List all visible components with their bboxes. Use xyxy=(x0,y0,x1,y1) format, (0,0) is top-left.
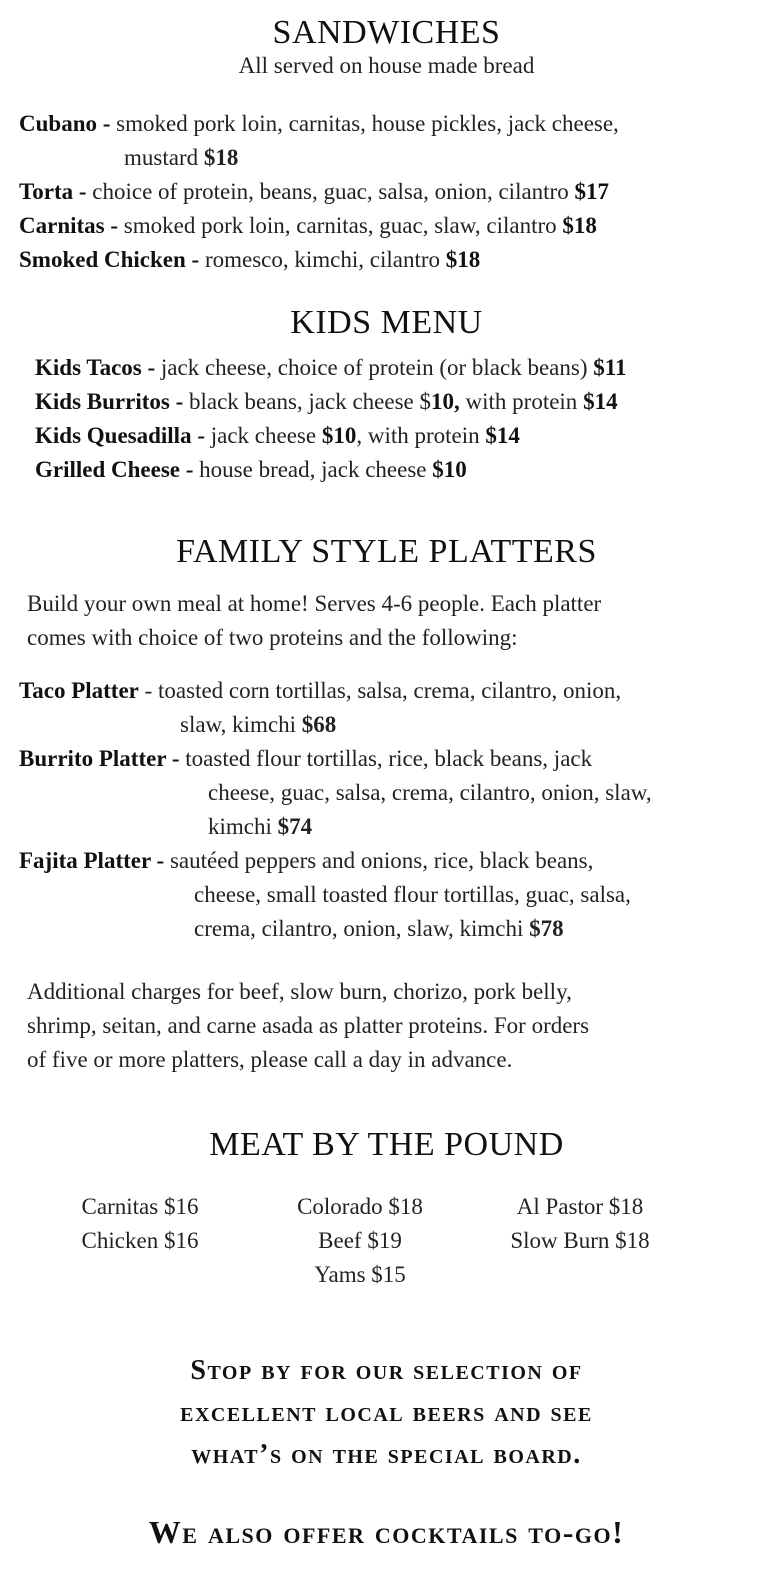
menu-item-kids-tacos xyxy=(35,351,626,385)
item-name: Fajita Platter - xyxy=(19,848,165,873)
meat-item: Beef $19 xyxy=(318,1228,402,1253)
item-price: 10, xyxy=(431,389,460,414)
item-desc: house bread, jack cheese xyxy=(193,457,433,482)
menu-item-kids-burritos xyxy=(35,385,618,419)
item-name: Cubano - xyxy=(19,111,111,136)
menu-item-smoked-chicken xyxy=(19,243,480,277)
menu-item-cubano-cont xyxy=(124,141,238,175)
cocktails-note: We also offer cocktails to-go! xyxy=(148,1514,625,1550)
item-desc: crema, cilantro, onion, slaw, kimchi xyxy=(194,916,530,941)
item-name: Kids Burritos - xyxy=(35,389,184,414)
sandwiches-subtitle: All served on house made bread xyxy=(238,53,535,78)
platters-intro xyxy=(27,587,747,655)
item-name: Smoked Chicken - xyxy=(19,247,200,272)
intro-line: Build your own meal at home! Serves 4-6 people. Each platter xyxy=(27,591,602,616)
sandwiches-heading: SANDWICHES xyxy=(272,14,501,51)
meat-item: Yams $15 xyxy=(314,1262,406,1287)
item-desc: choice of protein, beans, guac, salsa, onion, cilantro xyxy=(86,179,575,204)
beer-note xyxy=(0,1350,773,1476)
item-desc: cheese, guac, salsa, crema, cilantro, onion, slaw, xyxy=(208,780,652,805)
platters-heading: FAMILY STYLE PLATTERS xyxy=(176,533,597,570)
item-name: Kids Quesadilla - xyxy=(35,423,205,448)
meat-column-1 xyxy=(40,1190,240,1258)
item-name: Kids Tacos - xyxy=(35,355,156,380)
item-price: $78 xyxy=(529,916,564,941)
item-price: $18 xyxy=(445,247,481,272)
item-desc: sautéed peppers and onions, rice, black beans, xyxy=(164,848,594,873)
item-price: $10 xyxy=(432,457,467,482)
beer-note-line: excellent local beers and see xyxy=(180,1397,593,1428)
item-price: $74 xyxy=(277,814,313,839)
item-desc: kimchi xyxy=(208,814,278,839)
meat-item: Carnitas $16 xyxy=(81,1194,199,1219)
item-name: Grilled Cheese - xyxy=(35,457,194,482)
item-price: $10 xyxy=(321,423,357,448)
item-desc: jack cheese, choice of protein (or black beans) xyxy=(155,355,594,380)
meat-column-3 xyxy=(480,1190,680,1258)
item-price: $18 xyxy=(203,145,239,170)
note-line: Additional charges for beef, slow burn, chorizo, pork belly, xyxy=(27,979,572,1004)
item-desc: with protein xyxy=(459,389,584,414)
item-desc: romesco, kimchi, cilantro xyxy=(199,247,446,272)
menu-item-grilled-cheese xyxy=(35,453,467,487)
menu-item-burrito-platter-cont xyxy=(208,810,312,844)
item-desc: , with protein xyxy=(356,423,486,448)
item-price: $14 xyxy=(583,389,618,414)
menu-item-kids-quesadilla xyxy=(35,419,520,453)
intro-line: comes with choice of two proteins and the following: xyxy=(27,625,518,650)
item-price: $14 xyxy=(485,423,520,448)
item-price: $18 xyxy=(562,213,597,238)
meat-heading: MEAT BY THE POUND xyxy=(209,1126,564,1163)
menu-item-fajita-platter-cont xyxy=(194,912,564,946)
menu-item-fajita-platter-cont xyxy=(194,878,631,912)
item-name: Taco Platter xyxy=(19,678,139,703)
item-desc: - toasted corn tortillas, salsa, crema, cilantro, onion, xyxy=(138,678,622,703)
item-name: Carnitas - xyxy=(19,213,119,238)
meat-column-2 xyxy=(260,1190,460,1292)
menu-item-fajita-platter xyxy=(19,844,593,878)
item-desc: black beans, jack cheese $ xyxy=(183,389,432,414)
item-price: $11 xyxy=(593,355,627,380)
note-line: shrimp, seitan, and carne asada as platter proteins. For orders xyxy=(27,1013,590,1038)
beer-note-line: Stop by for our selection of xyxy=(190,1355,583,1386)
menu-item-burrito-platter xyxy=(19,742,592,776)
item-desc: jack cheese xyxy=(204,423,322,448)
item-name: Torta - xyxy=(19,179,87,204)
item-desc: mustard xyxy=(124,145,204,170)
platters-note xyxy=(27,975,747,1077)
menu-item-torta xyxy=(19,175,609,209)
menu-item-taco-platter-cont xyxy=(180,708,336,742)
item-price: $17 xyxy=(574,179,609,204)
menu-item-taco-platter xyxy=(19,674,621,708)
kids-menu-heading: KIDS MENU xyxy=(290,304,483,341)
meat-item: Slow Burn $18 xyxy=(510,1228,650,1253)
meat-item: Colorado $18 xyxy=(297,1194,423,1219)
note-line: of five or more platters, please call a day in advance. xyxy=(27,1047,513,1072)
menu-item-carnitas xyxy=(19,209,597,243)
meat-item: Chicken $16 xyxy=(81,1228,199,1253)
item-price: $68 xyxy=(301,712,337,737)
item-desc: toasted flour tortillas, rice, black beans, jack xyxy=(179,746,593,771)
beer-note-line: what’s on the special board. xyxy=(191,1439,582,1470)
menu-item-cubano xyxy=(19,107,619,141)
item-desc: slaw, kimchi xyxy=(180,712,302,737)
item-desc: smoked pork loin, carnitas, guac, slaw, cilantro xyxy=(118,213,563,238)
item-desc: cheese, small toasted flour tortillas, guac, salsa, xyxy=(194,882,631,907)
item-desc: smoked pork loin, carnitas, house pickles, jack cheese, xyxy=(110,111,619,136)
meat-item: Al Pastor $18 xyxy=(516,1194,644,1219)
item-name: Burrito Platter - xyxy=(19,746,180,771)
menu-item-burrito-platter-cont xyxy=(208,776,652,810)
